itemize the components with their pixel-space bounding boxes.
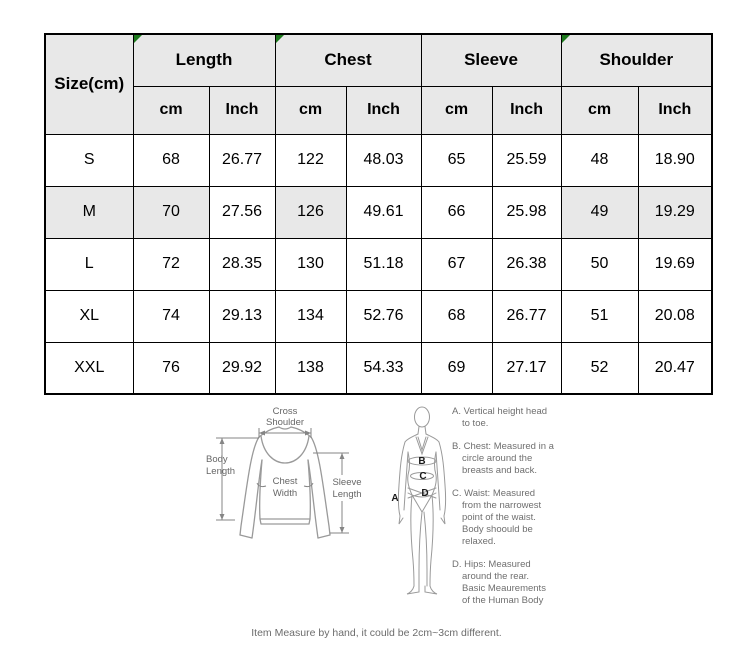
point-b-label: B [418, 456, 426, 467]
shoulder-group-label: Shoulder [599, 50, 674, 70]
chest-width-label: Chest [272, 476, 298, 487]
value-cell: 25.98 [492, 186, 561, 238]
value-cell: 19.29 [638, 186, 712, 238]
table-row-l [45, 238, 712, 290]
cross-shoulder-label: Shoulder [265, 417, 305, 428]
body-outline [398, 407, 445, 594]
body-length-label: Body [206, 454, 228, 465]
note-line: to toe. [462, 418, 489, 429]
length-group-header [133, 34, 275, 86]
value-cell: 130 [275, 238, 346, 290]
value-cell: 51 [561, 290, 638, 342]
size-cell: L [45, 238, 133, 290]
value-cell: 126 [275, 186, 346, 238]
size-cell: S [45, 134, 133, 186]
value-cell: 74 [133, 290, 209, 342]
unit-header-inch: Inch [492, 86, 561, 134]
value-cell: 48 [561, 134, 638, 186]
value-cell: 65 [421, 134, 492, 186]
size-table [44, 33, 713, 395]
point-a-label: A [391, 493, 399, 504]
note-line: around the rear. [462, 571, 530, 582]
note-line: of the Human Body [462, 595, 544, 606]
cross-shoulder-label: Cross [272, 406, 298, 417]
note-line: point of the waist. [462, 512, 536, 523]
measurement-notes [452, 406, 582, 618]
body-length-label: Length [206, 466, 236, 477]
note-line: from the narrowest [462, 500, 542, 511]
value-cell: 52.76 [346, 290, 421, 342]
note-line: A. Vertical height head [452, 406, 548, 417]
table-row-m [45, 186, 712, 238]
value-cell: 20.47 [638, 342, 712, 394]
value-cell: 18.90 [638, 134, 712, 186]
value-cell: 29.92 [209, 342, 275, 394]
table-group-header-row [45, 34, 712, 86]
unit-header-cm: cm [421, 86, 492, 134]
sleeve-length-label: Length [332, 489, 362, 500]
table-unit-header-row [45, 86, 712, 134]
note-line: B. Chest: Measured in a [452, 441, 554, 452]
note-line: C. Waist: Measured [452, 488, 536, 499]
sleeve-group-label: Sleeve [464, 50, 518, 70]
size-corner-header: Size(cm) [45, 34, 133, 134]
note-line: circle around the [462, 453, 533, 464]
value-cell: 134 [275, 290, 346, 342]
value-cell: 29.13 [209, 290, 275, 342]
value-cell: 52 [561, 342, 638, 394]
table-row-s [45, 134, 712, 186]
measure-disclaimer: Item Measure by hand, it could be 2cm~3cm different. [251, 627, 502, 639]
value-cell: 28.35 [209, 238, 275, 290]
unit-header-cm: cm [561, 86, 638, 134]
value-cell: 138 [275, 342, 346, 394]
note-b [452, 441, 582, 477]
size-table-container [44, 33, 713, 395]
value-cell: 20.08 [638, 290, 712, 342]
body-measure-diagram [386, 400, 458, 622]
note-line: Body shoould be [462, 524, 533, 535]
chest-group-header [275, 34, 421, 86]
value-cell: 48.03 [346, 134, 421, 186]
table-row-xxl [45, 342, 712, 394]
unit-header-cm: cm [133, 86, 209, 134]
shoulder-group-header [561, 34, 712, 86]
size-cell: XXL [45, 342, 133, 394]
value-cell: 54.33 [346, 342, 421, 394]
value-cell: 72 [133, 238, 209, 290]
size-cell: XL [45, 290, 133, 342]
sleeve-group-header [421, 34, 561, 86]
value-cell: 27.17 [492, 342, 561, 394]
value-cell: 66 [421, 186, 492, 238]
unit-header-inch: Inch [638, 86, 712, 134]
chest-group-label: Chest [324, 50, 372, 70]
unit-header-cm: cm [275, 86, 346, 134]
note-d [452, 559, 582, 607]
value-cell: 68 [133, 134, 209, 186]
size-cell: M [45, 186, 133, 238]
point-d-label: D [421, 488, 429, 499]
value-cell: 25.59 [492, 134, 561, 186]
point-c-label: C [419, 471, 427, 482]
value-cell: 26.77 [492, 290, 561, 342]
cell-flag-triangle [134, 35, 142, 43]
length-group-label: Length [175, 50, 233, 70]
garment-measure-diagram [203, 400, 403, 550]
measurement-diagram-section [0, 398, 753, 628]
cell-flag-triangle [276, 35, 284, 43]
value-cell: 26.38 [492, 238, 561, 290]
sleeve-length-label: Sleeve [332, 477, 362, 488]
value-cell: 49 [561, 186, 638, 238]
value-cell: 51.18 [346, 238, 421, 290]
table-row-xl [45, 290, 712, 342]
value-cell: 50 [561, 238, 638, 290]
value-cell: 70 [133, 186, 209, 238]
value-cell: 27.56 [209, 186, 275, 238]
value-cell: 122 [275, 134, 346, 186]
unit-header-inch: Inch [209, 86, 275, 134]
value-cell: 26.77 [209, 134, 275, 186]
chest-width-label: Width [272, 488, 298, 499]
note-a [452, 406, 582, 430]
unit-header-inch: Inch [346, 86, 421, 134]
value-cell: 19.69 [638, 238, 712, 290]
value-cell: 76 [133, 342, 209, 394]
note-line: Basic Meaurements [462, 583, 546, 594]
value-cell: 49.61 [346, 186, 421, 238]
note-line: relaxed. [462, 536, 496, 547]
note-line: D. Hips: Measured [452, 559, 531, 570]
note-line: breasts and back. [462, 465, 537, 476]
value-cell: 69 [421, 342, 492, 394]
cell-flag-triangle [562, 35, 570, 43]
value-cell: 67 [421, 238, 492, 290]
value-cell: 68 [421, 290, 492, 342]
note-c [452, 488, 582, 548]
